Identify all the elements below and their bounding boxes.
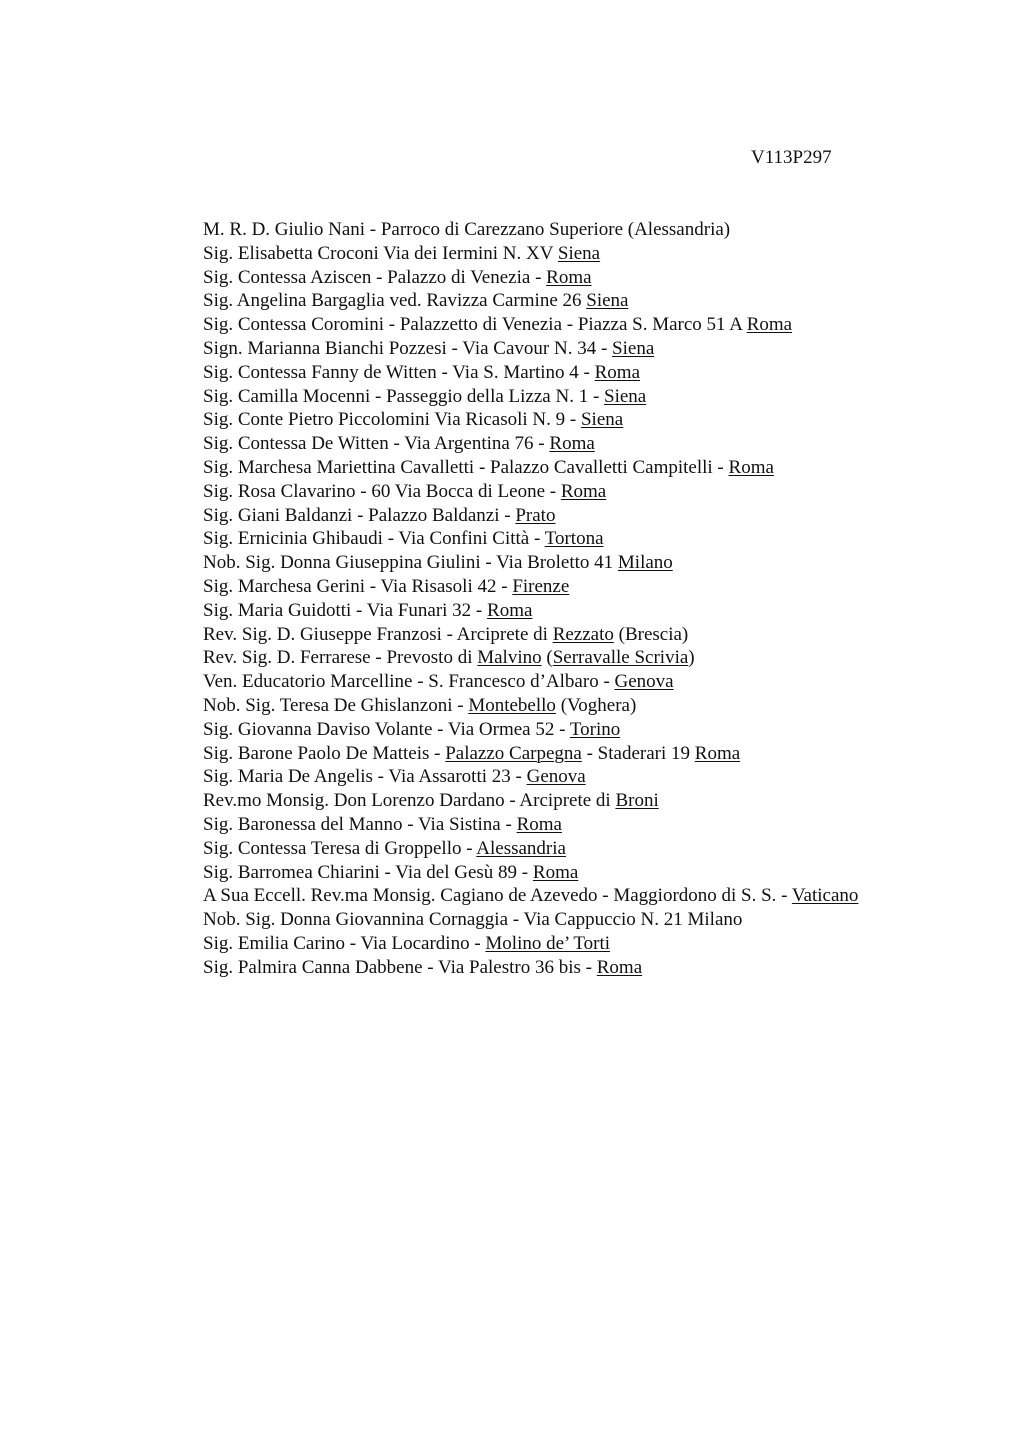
address-entry (203, 385, 858, 409)
address-entry (203, 480, 858, 504)
underlined-place: Molino de’ Torti (485, 932, 611, 954)
entry-text: Rev.mo Monsig. Don Lorenzo Dardano - Arciprete di (203, 790, 616, 812)
entry-text: Rev. Sig. D. Ferrarese - Prevosto di (203, 647, 478, 669)
address-entry (203, 813, 858, 837)
address-entry (203, 313, 858, 337)
address-entry (203, 837, 858, 861)
entry-text: - Staderari 19 (581, 742, 695, 764)
address-entry (203, 599, 858, 623)
entry-text: Sign. Marianna Bianchi Pozzesi - Via Cavour N. 34 - (203, 337, 613, 359)
entry-text: ( (541, 647, 553, 669)
entry-text: M. R. D. Giulio Nani - Parroco di Carezzano Superiore (Alessandria) (203, 219, 731, 240)
entry-text: Sig. Contessa Aziscen - Palazzo di Venezia - (203, 266, 547, 288)
underlined-place: Milano (617, 552, 673, 574)
address-entry (203, 337, 858, 361)
entry-text: Sig. Giani Baldanzi - Palazzo Baldanzi - (203, 504, 516, 526)
underlined-place: Siena (612, 337, 655, 359)
entry-text: Nob. Sig. Donna Giuseppina Giulini - Via Broletto 41 (203, 552, 618, 574)
address-entry (203, 694, 858, 718)
entry-text: Sig. Camilla Mocenni - Passeggio della Lizza N. 1 - (203, 385, 605, 407)
address-entry (203, 432, 858, 456)
underlined-place: Alessandria (476, 837, 566, 859)
entry-text: Sig. Barone Paolo De Matteis - (203, 742, 446, 764)
entry-text: Sig. Palmira Canna Dabbene - Via Palestro 36 bis - (203, 956, 597, 978)
entry-text: Sig. Emilia Carino - Via Locardino - (203, 932, 486, 954)
entry-text: Sig. Conte Pietro Piccolomini Via Ricasoli N. 9 - (203, 409, 581, 431)
underlined-place: Roma (532, 861, 579, 883)
underlined-place: Genova (614, 671, 674, 693)
entry-text: Sig. Marchesa Mariettina Cavalletti - Palazzo Cavalletti Campitelli - (203, 456, 729, 478)
entry-text: Rev. Sig. D. Giuseppe Franzosi - Arciprete di (203, 623, 553, 645)
underlined-place: Siena (557, 242, 601, 264)
address-entry (203, 718, 858, 742)
address-entry (203, 361, 858, 385)
entry-text: Sig. Maria Guidotti - Via Funari 32 - (203, 599, 488, 621)
entry-text: Sig. Barromea Chiarini - Via del Gesù 89 - (203, 861, 533, 883)
address-entry (203, 765, 858, 789)
underlined-place: Roma (594, 361, 641, 383)
underlined-place: Roma (549, 433, 595, 455)
page-identifier: V113P297 (751, 147, 832, 168)
underlined-place: Prato (515, 504, 556, 526)
address-entry (203, 861, 858, 885)
entry-text: Sig. Maria De Angelis - Via Assarotti 23 - (203, 766, 527, 788)
address-entry (203, 908, 858, 932)
underlined-place: Vaticano (791, 885, 859, 907)
underlined-place: Rezzato (552, 623, 614, 645)
entry-text: Sig. Contessa De Witten - Via Argentina 76 - (203, 433, 550, 455)
entry-text: Sig. Rosa Clavarino - 60 Via Bocca di Leone - (203, 480, 561, 502)
underlined-place: Siena (580, 409, 624, 431)
entry-text: Sig. Ernicinia Ghibaudi - Via Confini Città - (203, 528, 545, 550)
entry-text: (Voghera) (555, 694, 637, 716)
entry-text: Nob. Sig. Teresa De Ghislanzoni - (203, 694, 469, 716)
entry-text: Sig. Elisabetta Croconi Via dei Iermini N. XV (203, 242, 558, 264)
underlined-place: Genova (526, 766, 586, 788)
underlined-place: Montebello (468, 694, 556, 716)
underlined-place: Roma (694, 742, 741, 764)
address-entry (203, 670, 858, 694)
underlined-place: Roma (516, 813, 562, 835)
entry-text: Sig. Angelina Bargaglia ved. Ravizza Carmine 26 (203, 290, 587, 312)
address-entry (203, 932, 858, 956)
entry-text: (Brescia) (613, 623, 689, 645)
underlined-place: Broni (615, 790, 659, 812)
underlined-place: Siena (586, 290, 629, 312)
entry-text: Sig. Giovanna Daviso Volante - Via Ormea 52 - (203, 718, 570, 740)
underlined-place: Roma (728, 456, 774, 478)
address-entry (203, 789, 858, 813)
underlined-place: Torino (569, 718, 621, 740)
address-entry (203, 575, 858, 599)
entry-text: Nob. Sig. Donna Giovannina Cornaggia - Via Cappuccio N. 21 Milano (203, 909, 743, 931)
underlined-place: Siena (604, 385, 647, 407)
address-entry (203, 289, 858, 313)
address-entry (203, 218, 858, 242)
address-entry (203, 623, 858, 647)
underlined-place: Roma (596, 956, 643, 978)
address-list (203, 218, 858, 980)
underlined-place: Palazzo Carpegna (445, 742, 582, 764)
address-entry (203, 527, 858, 551)
underlined-place: Roma (487, 599, 533, 621)
underlined-place: Malvino (477, 647, 542, 669)
address-entry (203, 646, 858, 670)
address-entry (203, 408, 858, 432)
address-entry (203, 266, 858, 290)
underlined-place: Roma (546, 266, 592, 288)
underlined-place: Tortona (544, 528, 604, 550)
underlined-place: Roma (746, 314, 793, 336)
entry-text: Sig. Contessa Teresa di Groppello - (203, 837, 477, 859)
entry-text: Sig. Baronessa del Manno - Via Sistina - (203, 813, 517, 835)
entry-text: Sig. Contessa Coromini - Palazzetto di Venezia - Piazza S. Marco 51 A (203, 314, 747, 336)
entry-text: Sig. Marchesa Gerini - Via Risasoli 42 - (203, 575, 513, 597)
address-entry (203, 551, 858, 575)
entry-text: Ven. Educatorio Marcelline - S. Francesco d’Albaro - (203, 671, 615, 693)
entry-text: ) (688, 647, 695, 669)
address-entry (203, 456, 858, 480)
address-entry (203, 742, 858, 766)
underlined-place: Roma (560, 480, 607, 502)
address-entry (203, 884, 858, 908)
underlined-place: Firenze (512, 575, 570, 597)
entry-text: A Sua Eccell. Rev.ma Monsig. Cagiano de Azevedo - Maggiordono di S. S. - (203, 885, 792, 907)
address-entry (203, 242, 858, 266)
address-entry (203, 956, 858, 980)
entry-text: Sig. Contessa Fanny de Witten - Via S. Martino 4 - (203, 361, 595, 383)
address-entry (203, 504, 858, 528)
underlined-place: Serravalle Scrivia (552, 647, 689, 669)
